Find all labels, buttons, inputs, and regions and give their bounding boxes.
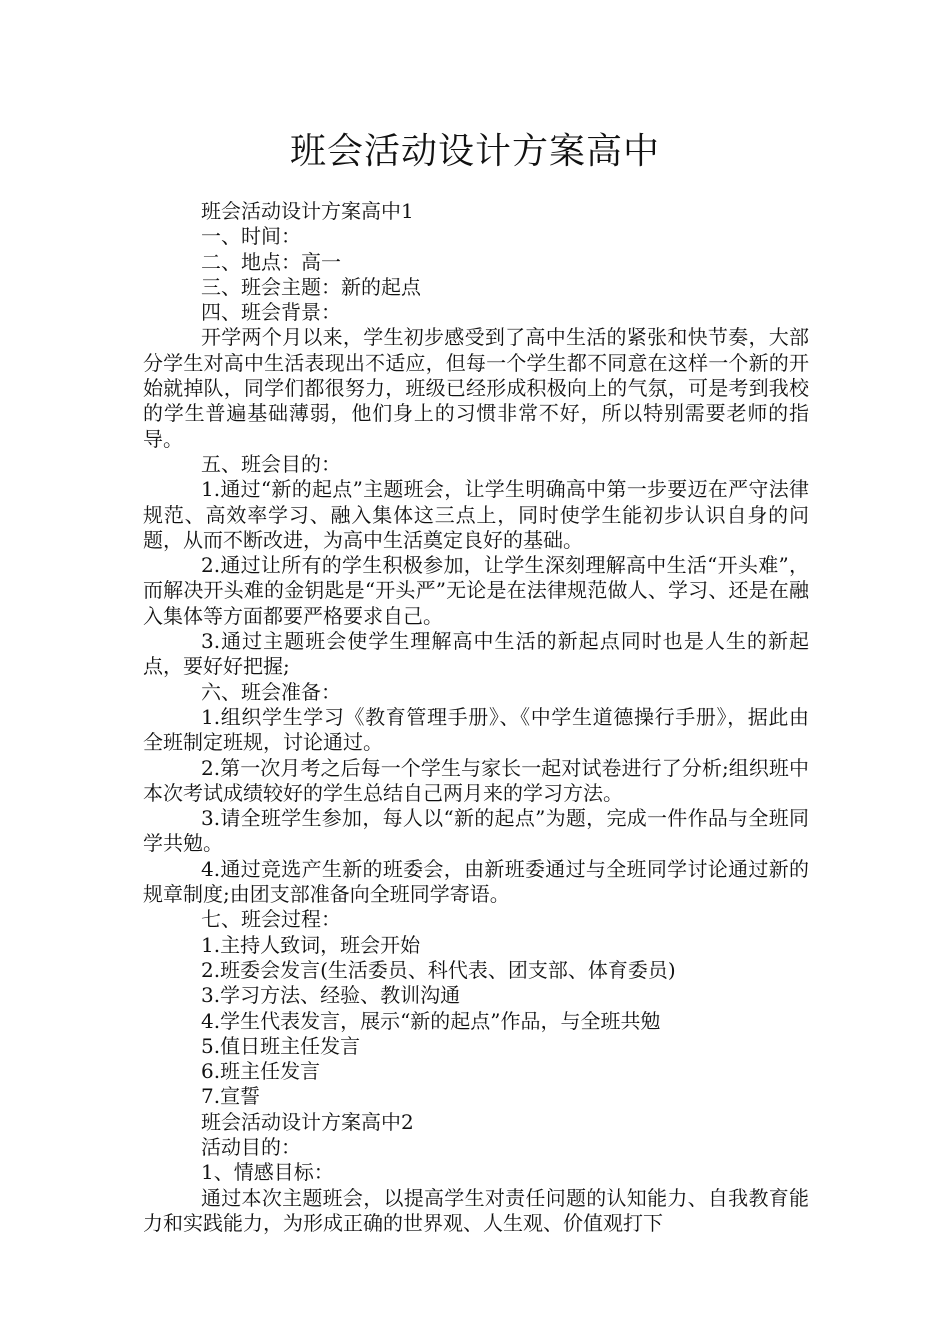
item-location: 二、地点：高一 bbox=[201, 249, 341, 274]
item-process-heading: 七、班会过程： bbox=[201, 907, 341, 932]
item-time: 一、时间： bbox=[201, 224, 301, 249]
process-step: 7.宣誓 bbox=[201, 1084, 261, 1109]
item-activity-purpose: 活动目的： bbox=[201, 1134, 301, 1159]
preparation-paragraph: 4.通过竞选产生新的班委会，由新班委通过与全班同学讨论通过新的规章制度;由团支部准备向全班同学寄语。 bbox=[143, 856, 809, 907]
preparation-paragraph: 1.组织学生学习《教育管理手册》、《中学生道德操行手册》，据此由全班制定班规，讨论通过。 bbox=[143, 704, 809, 755]
item-theme: 三、班会主题：新的起点 bbox=[201, 274, 421, 299]
item-preparation-heading: 六、班会准备： bbox=[201, 679, 341, 704]
process-step: 3.学习方法、经验、教训沟通 bbox=[201, 983, 461, 1008]
section-heading: 班会活动设计方案高中1 bbox=[201, 199, 414, 223]
process-step: 2.班委会发言(生活委员、科代表、团支部、体育委员) bbox=[201, 957, 676, 982]
document-body bbox=[143, 199, 809, 1236]
section-heading: 班会活动设计方案高中2 bbox=[201, 1109, 414, 1134]
preparation-paragraph: 2.第一次月考之后每一个学生与家长一起对试卷进行了分析;组织班中本次考试成绩较好的学生总结自己两月来的学习方法。 bbox=[143, 755, 809, 805]
process-step: 6.班主任发言 bbox=[201, 1059, 321, 1084]
process-step: 1.主持人致词，班会开始 bbox=[201, 932, 421, 957]
process-step: 4.学生代表发言，展示“新的起点”作品，与全班共勉 bbox=[201, 1008, 661, 1033]
emotional-goal-paragraph: 通过本次主题班会，以提高学生对责任问题的认知能力、自我教育能力和实践能力，为形成正确的世界观、人生观、价值观打下 bbox=[143, 1185, 809, 1235]
process-step: 5.值日班主任发言 bbox=[201, 1033, 361, 1058]
purpose-paragraph: 2.通过让所有的学生积极参加，让学生深刻理解高中生活“开头难”，而解决开头难的金钥匙是“开头严”无论是在法律规范做人、学习、还是在融入集体等方面都要严格要求自己。 bbox=[143, 553, 809, 628]
purpose-paragraph: 3.通过主题班会使学生理解高中生活的新起点同时也是人生的新起点，要好好把握; bbox=[143, 629, 809, 679]
item-purpose-heading: 五、班会目的： bbox=[201, 451, 341, 476]
item-emotional-goal: 1、情感目标： bbox=[201, 1160, 334, 1185]
preparation-paragraph: 3.请全班学生参加，每人以“新的起点”为题，完成一件作品与全班同学共勉。 bbox=[143, 806, 809, 856]
purpose-paragraph: 1.通过“新的起点”主题班会，让学生明确高中第一步要迈在严守法律规范、高效率学习、融入集体这三点上，同时使学生能初步认识自身的问题，从而不断改进，为高中生活奠定良好的基础。 bbox=[143, 477, 809, 552]
item-background-heading: 四、班会背景： bbox=[201, 300, 341, 325]
document-title: 班会活动设计方案高中 bbox=[289, 131, 660, 172]
background-paragraph: 开学两个月以来，学生初步感受到了高中生活的紧张和快节奏，大部分学生对高中生活表现出不适应，但每一个学生都不同意在这样一个新的开始就掉队，同学们都很努力，班级已经形成积极向上的气氛，可是考到我校的学生普遍基础薄弱，他们身上的习惯非常不好，所以特别需要老师的指导。 bbox=[143, 325, 809, 451]
